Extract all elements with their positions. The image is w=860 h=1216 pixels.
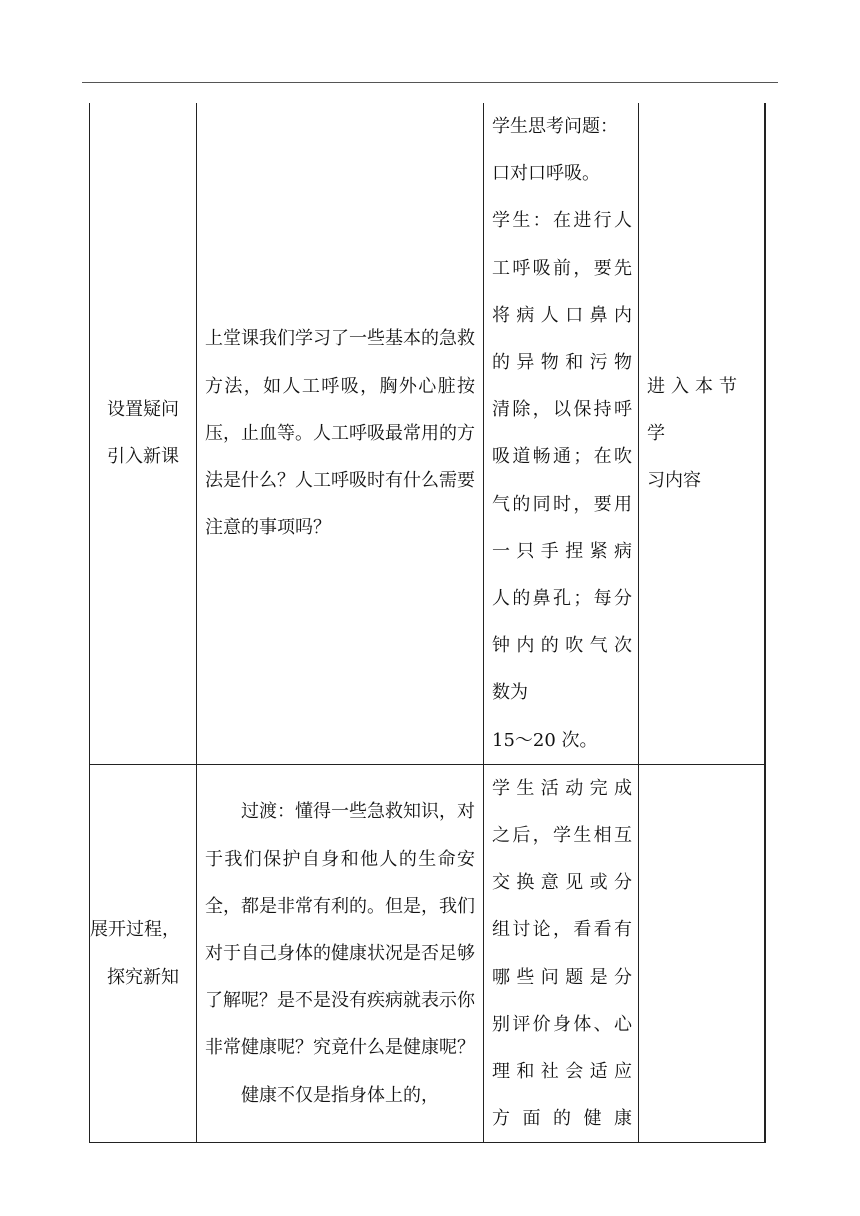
student-line: 口对口呼吸。 xyxy=(492,163,600,185)
student-line: 钟内的吹气次 xyxy=(492,635,632,657)
student-activity-text xyxy=(484,103,638,764)
stage-cell xyxy=(90,764,197,1143)
student-line: 清除，以保持呼 xyxy=(492,399,632,421)
student-line: 交换意见或分 xyxy=(492,872,632,894)
student-line: 工呼吸前，要先 xyxy=(492,257,632,279)
student-line: 人的鼻孔；每分 xyxy=(492,588,632,610)
student-line: 理和社会适应 xyxy=(492,1061,632,1083)
student-line: 学生：在进行人 xyxy=(492,210,632,232)
stage-line: 探究新知 xyxy=(107,966,179,988)
teacher-activity-cell xyxy=(197,764,484,1143)
stage-line: 展开过程， xyxy=(90,919,180,941)
table-row xyxy=(90,103,766,764)
student-line: 将病人口鼻内 xyxy=(492,304,632,326)
lesson-plan-table xyxy=(89,103,766,1143)
student-line: 数为 xyxy=(492,682,528,704)
stage-cell xyxy=(90,103,197,764)
student-line: 的异物和污物 xyxy=(492,352,632,374)
student-line: 哪些问题是分 xyxy=(492,966,632,988)
table-row xyxy=(90,764,766,1143)
student-line: 一只手捏紧病 xyxy=(492,540,632,562)
student-line: 组讨论，看看有 xyxy=(492,919,632,941)
intent-line: 进入本节学 xyxy=(647,375,743,444)
teacher-activity-paragraph: 健康不仅是指身体上的， xyxy=(241,1084,439,1106)
student-line: 之后，学生相互 xyxy=(492,825,632,847)
student-activity-cell xyxy=(484,103,639,764)
stage-line: 引入新课 xyxy=(107,446,179,468)
student-activity-text xyxy=(484,765,638,1143)
student-line: 方面的健康 xyxy=(492,1108,632,1130)
student-line: 学生活动完成 xyxy=(492,777,632,799)
student-line: 吸道畅通；在吹 xyxy=(492,446,632,468)
student-line: 别评价身体、心 xyxy=(492,1013,632,1035)
intent-line: 习内容 xyxy=(647,470,701,492)
student-line: 15～20 次。 xyxy=(492,729,598,751)
teacher-activity-paragraph: 过渡：懂得一些急救知识，对于我们保护自身和他人的生命安全，都是非常有利的。但是，我们对于自己身体的健康状况是否足够了解呢？是不是没有疾病就表示你非常健康呢？究竟什么是健康呢？ xyxy=(205,801,475,1059)
design-intent-text xyxy=(639,363,764,505)
design-intent-cell xyxy=(639,764,766,1143)
header-rule xyxy=(82,82,778,83)
teacher-activity-cell xyxy=(197,103,484,764)
teacher-activity-text: 上堂课我们学习了一些基本的急救方法，如人工呼吸，胸外心脏按压，止血等。人工呼吸最常用的方法是什么？人工呼吸时有什么需要注意的事项吗？ xyxy=(205,328,475,539)
stage-line: 设置疑问 xyxy=(107,399,179,421)
student-line: 气的同时，要用 xyxy=(492,493,632,515)
design-intent-cell xyxy=(639,103,766,764)
student-activity-cell xyxy=(484,764,639,1143)
student-line: 学生思考问题： xyxy=(492,116,618,137)
